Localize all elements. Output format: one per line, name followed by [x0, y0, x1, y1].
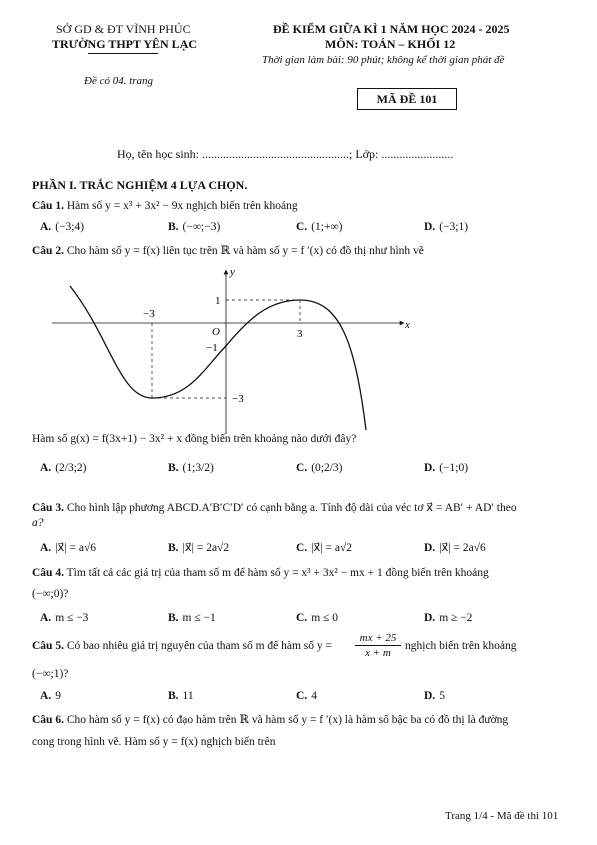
q2-option-b[interactable]: B. (1;3/2) — [168, 462, 214, 474]
pages-note: Đề có 04. trang — [84, 75, 154, 87]
x-axis-label: x — [405, 319, 410, 331]
q5-option-c[interactable]: C. 4 — [296, 690, 317, 702]
q5-option-b[interactable]: B. 11 — [168, 690, 194, 702]
question-6 — [32, 712, 508, 726]
question-text: Cho hình lập phương ABCD.A′B′C′D′ có cạnh bằng a. Tính độ dài của véc tơ x⃗ = AB′ + AD′ theo — [66, 502, 517, 514]
exam-title: ĐỀ KIỂM GIỮA KÌ 1 NĂM HỌC 2024 - 2025 — [273, 22, 510, 36]
q5-option-d[interactable]: D. 5 — [424, 690, 445, 702]
derivative-graph — [0, 262, 597, 437]
question-2-followup: Hàm số g(x) = f(3x+1) − 3x² + x đồng biến trên khoảng nào dưới đây? — [32, 433, 357, 445]
question-6-line2: cong trong hình vẽ. Hàm số y = f(x) nghịch biến trên — [32, 736, 276, 748]
student-info-line: Họ, tên học sinh: .................................................; Lớp: ........................ — [117, 147, 454, 161]
tick-x-3: 3 — [297, 328, 303, 340]
question-text: Cho hàm số y = f(x) liên tục trên ℝ và hàm số y = f ′(x) có đồ thị như hình vẽ — [66, 245, 424, 257]
question-4 — [32, 567, 489, 579]
fraction-denominator: x + m — [365, 647, 391, 659]
q2-option-c[interactable]: C. (0;2/3) — [296, 462, 343, 474]
question-text: Có bao nhiêu giá trị nguyên của tham số m để hàm số y = — [66, 640, 333, 652]
question-3-line2: a? — [32, 517, 44, 529]
q4-option-b[interactable]: B. m ≤ −1 — [168, 612, 216, 624]
page-footer: Trang 1/4 - Mã đề thi 101 — [445, 810, 559, 822]
question-text: Hàm số y = x³ + 3x² − 9x nghịch biến trên khoảng — [66, 200, 298, 212]
subject-line: MÔN: TOÁN – KHỐI 12 — [325, 37, 456, 51]
q1-option-c[interactable]: C. (1;+∞) — [296, 221, 343, 233]
question-number: Câu 3. — [32, 502, 64, 514]
q3-option-d[interactable]: D. |x⃗| = 2a√6 — [424, 542, 486, 554]
q4-option-d[interactable]: D. m ≥ −2 — [424, 612, 473, 624]
dept-name: SỞ GD & ĐT VĨNH PHÚC — [56, 22, 191, 36]
section-title: PHẦN I. TRẮC NGHIỆM 4 LỰA CHỌN. — [32, 178, 248, 192]
time-note: Thời gian làm bài: 90 phút; không kể thời gian phát đề — [262, 54, 505, 66]
question-4-line2: (−∞;0)? — [32, 588, 69, 600]
question-2 — [32, 243, 424, 257]
q5-option-a[interactable]: A. 9 — [40, 690, 61, 702]
tick-x-neg3: −3 — [143, 308, 155, 320]
q4-option-a[interactable]: A. m ≤ −3 — [40, 612, 89, 624]
question-5 — [32, 640, 332, 652]
tick-y-neg3: −3 — [232, 393, 244, 405]
q3-option-c[interactable]: C. |x⃗| = a√2 — [296, 542, 352, 554]
question-number: Câu 2. — [32, 245, 64, 257]
question-number: Câu 1. — [32, 200, 64, 212]
question-1 — [32, 200, 298, 212]
exam-code-box — [357, 88, 457, 110]
q4-option-c[interactable]: C. m ≤ 0 — [296, 612, 338, 624]
q3-option-a[interactable]: A. |x⃗| = a√6 — [40, 542, 96, 554]
q2-option-a[interactable]: A. (2/3;2) — [40, 462, 87, 474]
question-number: Câu 5. — [32, 640, 64, 652]
y-axis-label: y — [230, 266, 235, 278]
school-name: TRƯỜNG THPT YÊN LẠC — [52, 37, 198, 51]
question-number: Câu 4. — [32, 567, 64, 579]
question-5-tail: nghịch biến trên khoảng — [405, 640, 517, 652]
tick-y-1: 1 — [215, 295, 221, 307]
fraction — [355, 632, 401, 659]
school-underline — [88, 53, 158, 54]
q1-option-a[interactable]: A. (−3;4) — [40, 221, 85, 233]
q2-option-d[interactable]: D. (−1;0) — [424, 462, 469, 474]
question-5-line2: (−∞;1)? — [32, 668, 69, 680]
origin-label: O — [212, 326, 220, 338]
f-prime-curve — [70, 286, 366, 430]
fraction-numerator: mx + 25 — [355, 632, 401, 646]
question-3 — [32, 500, 517, 514]
q1-option-d[interactable]: D. (−3;1) — [424, 221, 469, 233]
tick-y-neg1: −1 — [206, 342, 218, 354]
question-number: Câu 6. — [32, 714, 64, 726]
q1-option-b[interactable]: B. (−∞;−3) — [168, 221, 221, 233]
question-text: Tìm tất cả các giá trị của tham số m để hàm số y = x³ + 3x² − mx + 1 đồng biến trên khoảng — [66, 567, 489, 579]
exam-code: MÃ ĐỀ 101 — [376, 92, 438, 106]
question-text: Cho hàm số y = f(x) có đạo hàm trên ℝ và hàm số y = f ′(x) là hàm số bậc ba có đồ thị là đường — [66, 714, 509, 726]
q3-option-b[interactable]: B. |x⃗| = 2a√2 — [168, 542, 230, 554]
